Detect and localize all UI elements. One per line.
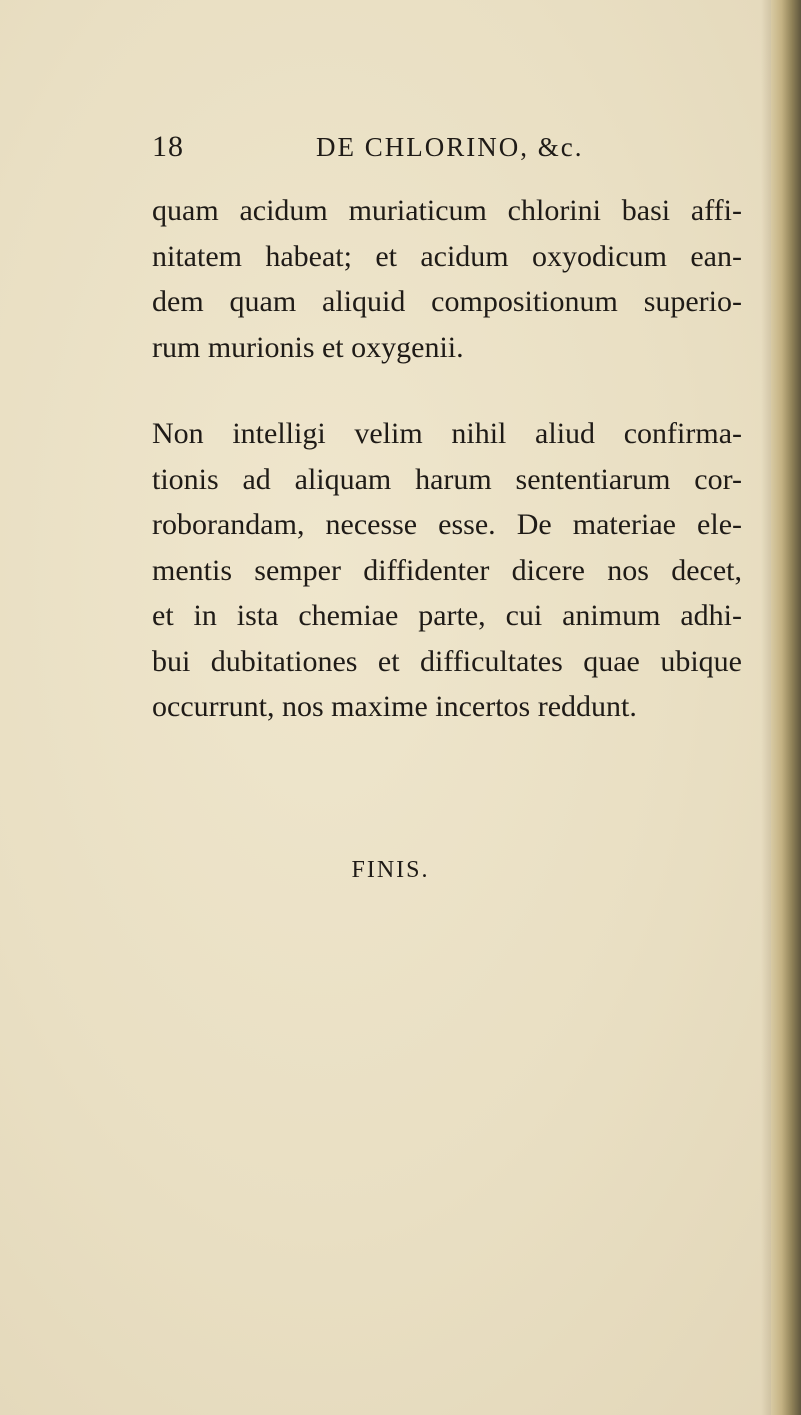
- body-text: [152, 188, 742, 730]
- text-line: Non intelligi velim nihil aliud confirma-: [152, 417, 742, 450]
- text-line: nitatem habeat; et acidum oxyodicum ean-: [152, 239, 742, 273]
- text-line: rum murionis et oxygenii.: [152, 330, 464, 364]
- end-mark: [0, 857, 801, 884]
- page-number: 18: [152, 130, 184, 163]
- page-edge-shadow: [761, 0, 771, 1415]
- text-line: dem quam aliquid compositionum superio-: [152, 285, 742, 318]
- running-head: [0, 130, 801, 170]
- running-title: DE CHLORINO, &c.: [316, 132, 584, 162]
- text-line: tionis ad aliquam harum sententiarum cor-: [152, 462, 742, 496]
- text-line: occurrunt, nos maxime incertos reddunt.: [152, 690, 637, 723]
- page-binding-edge: [771, 0, 801, 1415]
- text-line: roborandam, necesse esse. De materiae ele-: [152, 508, 742, 541]
- text-line: mentis semper diffidenter dicere nos decet,: [152, 553, 742, 587]
- text-line: quam acidum muriaticum chlorini basi affi-: [152, 194, 742, 227]
- text-line: et in ista chemiae parte, cui animum adhi-: [152, 599, 742, 632]
- paragraph-2: [152, 411, 742, 730]
- paragraph-1: [152, 188, 742, 370]
- finis-label: FINIS.: [351, 857, 430, 883]
- paragraph-spacer: [152, 370, 742, 411]
- text-line: bui dubitationes et difficultates quae ubique: [152, 644, 742, 678]
